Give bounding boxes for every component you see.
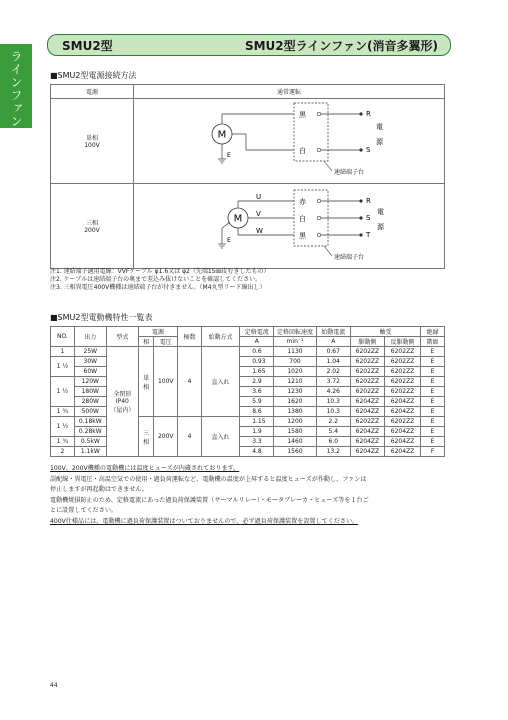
wire-red-label: 赤 [299,198,306,206]
cell-output: 0.5kW [74,437,106,447]
phase-v: V [256,210,261,218]
terminal-r: R [366,110,371,118]
wire-black-label-3ph: 黒 [299,232,306,240]
cell-output: 120W [74,377,106,387]
note-3: 注3. 三相異電圧400V機種は速結端子台が付きません。（M4丸型リード線出し） [50,284,266,291]
th-unit-a2: A [316,337,350,347]
cell-current: 1.65 [240,367,274,377]
cell-class: E [421,407,445,417]
cell-class: E [421,357,445,367]
cell-speed: 700 [274,357,316,367]
th-insulation: 絶縁 [421,327,445,337]
phase-u: U [256,193,262,201]
cell-speed: 1230 [274,387,316,397]
terminal-r-3ph: R [366,197,371,205]
cell-nondrive: 6202ZZ [384,417,420,427]
section1-title: ■SMU2型電源接続方法 [50,71,137,80]
cell-nondrive: 6202ZZ [384,387,420,397]
terminal-block-label: 速結端子台 [334,169,365,176]
phase-w: W [256,227,263,235]
cell-nondrive: 6202ZZ [384,367,420,377]
cell-speed: 1460 [274,437,316,447]
cell-no: 1 ¾ [51,437,75,447]
side-tab-label: ラインファン [9,50,23,128]
motor-label: M [217,129,227,141]
cell-output: 180W [74,387,106,397]
cell-drive: 6202ZZ [350,377,384,387]
cell-start-2: 直入れ [201,417,239,457]
page-number: 44 [50,682,58,689]
type-line-3: （屋内） [110,407,135,414]
terminal-block-label-3ph: 速結端子台 [334,254,365,261]
cell-current: 5.9 [240,397,274,407]
cell-drive: 6204ZZ [350,407,384,417]
cell-output: 1.1kW [74,447,106,457]
power-label-3ph-1: 電 [377,208,384,216]
th-unit-rpm: min⁻¹ [274,337,316,347]
terminal-s-3ph: S [366,214,371,222]
description-line-5: とに設置してください。 [50,507,118,514]
cell-no: 1 ½ [51,417,75,437]
th-output: 出力 [74,327,106,347]
cell-current: 3.6 [240,387,274,397]
cell-class: F [421,447,445,457]
power-label-1: 電 [376,123,383,131]
cell-class: E [421,427,445,437]
earth-label-3ph: E [227,237,231,244]
th-rated-speed: 定格回転速度 [274,327,316,337]
cell-nondrive: 6204ZZ [384,447,420,457]
cell-current: 4.8 [240,447,274,457]
three-phase-label-2: 200V [84,227,100,234]
three-phase-diagram [134,184,448,266]
cell-phase-single [138,347,154,417]
cell-start-current: 10.3 [316,407,350,417]
cell-drive: 6204ZZ [350,427,384,437]
note-2: 注2. ケーブルは速結端子台の奥まで差込み抜けないことを確認してください。 [50,276,262,283]
cell-current: 8.6 [240,407,274,417]
description-line-6: 400V仕様品には、電動機に過負荷保護装置はついておりませんので、必ず過負荷保護装置を設置してください。 [50,517,359,525]
cell-poles-2: 4 [178,417,202,457]
cell-no: 1 ½ [51,357,75,377]
type-line-1: 全閉形 [113,391,132,398]
th-bearing: 軸受 [350,327,420,337]
terminal-t-3ph: T [366,231,371,239]
cell-speed: 1210 [274,377,316,387]
th-start: 始動方式 [201,327,239,347]
motor-label-3ph: M [233,213,243,225]
table-row [51,347,445,357]
cell-output: 280W [74,397,106,407]
cell-start-current: 6.0 [316,437,350,447]
cell-class: E [421,377,445,387]
header-title: SMU2型ラインファン(消音多翼形) [244,39,438,53]
phase-single-2: 相 [143,383,150,391]
three-phase-label [51,184,134,269]
th-start-current: 始動電流 [316,327,350,337]
cell-start-current: 10.3 [316,397,350,407]
cell-nondrive: 6204ZZ [384,427,420,437]
cell-speed: 1130 [274,347,316,357]
cell-current: 1.15 [240,417,274,427]
terminal-s: S [366,146,371,154]
cell-start-current: 3.72 [316,377,350,387]
cell-poles-1: 4 [178,347,202,417]
cell-drive: 6204ZZ [350,447,384,457]
cell-no: 1 ¾ [51,407,75,417]
cell-current: 0.93 [240,357,274,367]
th-nondrive: 反駆動側 [384,337,420,347]
cell-current: 1.9 [240,427,274,437]
header-model: SMU2型 [62,39,113,53]
cell-nondrive: 6202ZZ [384,377,420,387]
cell-start-current: 2.2 [316,417,350,427]
cell-volt-200: 200V [154,417,178,457]
wire-white-label-3ph: 白 [299,215,306,223]
cell-speed: 1380 [274,407,316,417]
col-power: 電源 [51,85,134,99]
th-type: 型式 [106,327,138,347]
cell-type [106,347,138,457]
single-phase-label-2: 100V [84,142,100,149]
cell-class: E [421,387,445,397]
note-1: 注1. 速結端子適用電線：VVFケーブル φ1.6又は φ2（先端15㎜皮むきしたもの） [50,268,270,275]
cell-drive: 6202ZZ [350,347,384,357]
single-phase-label-1: 単相 [85,135,98,142]
description [50,464,452,527]
cell-drive: 6202ZZ [350,357,384,367]
cell-speed: 1560 [274,447,316,457]
cell-drive: 6202ZZ [350,367,384,377]
type-line-2: IP40 [115,398,129,405]
cell-start-current: 0.67 [316,347,350,357]
description-line-2: 誤配線・異電圧・高温空気での使用・過負荷運転など、電動機の温度が上昇すると温度ヒューズが作動し、ファンは [50,475,367,483]
three-phase-diagram-cell [134,184,445,269]
cell-output: 0.28kW [74,427,106,437]
power-label-3ph-2: 源 [377,223,384,231]
th-no: NO. [51,327,75,347]
th-unit-a1: A [240,337,274,347]
spec-table [50,326,445,457]
th-phase: 相 [138,337,154,347]
cell-drive: 6202ZZ [350,417,384,427]
cell-no: 1 ½ [51,377,75,407]
th-class: 階級 [421,337,445,347]
col-run: 通常運転 [134,85,445,99]
cell-drive: 6202ZZ [350,387,384,397]
phase-three-1: 三 [143,429,150,437]
cell-nondrive: 6204ZZ [384,437,420,447]
wire-white-label: 白 [299,147,306,155]
cell-volt-100: 100V [154,347,178,417]
phase-three-2: 相 [143,438,150,446]
cell-nondrive: 6202ZZ [384,347,420,357]
cell-start-current: 2.02 [316,367,350,377]
cell-class: E [421,347,445,357]
cell-current: 0.6 [240,347,274,357]
single-phase-label [51,99,134,184]
cell-speed: 1020 [274,367,316,377]
phase-single-1: 単 [143,374,150,382]
cell-nondrive: 6204ZZ [384,397,420,407]
page-header [47,34,451,56]
cell-start-current: 1.04 [316,357,350,367]
earth-label: E [227,152,231,159]
cell-output: 500W [74,407,106,417]
cell-output: 0.18kW [74,417,106,427]
cell-current: 3.3 [240,437,274,447]
th-power: 電源 [138,327,177,337]
cell-class: E [421,437,445,447]
th-rated-current: 定格電流 [240,327,274,337]
cell-drive: 6204ZZ [350,437,384,447]
cell-class: E [421,367,445,377]
th-poles: 極数 [178,327,202,347]
description-line-3: 停止しますが再起動はできません。 [50,486,148,493]
cell-start-current: 4.26 [316,387,350,397]
side-tab [0,44,32,128]
cell-speed: 1580 [274,427,316,437]
cell-nondrive: 6204ZZ [384,407,420,417]
notes [50,268,269,292]
power-label-2: 源 [376,138,383,146]
cell-output: 30W [74,357,106,367]
cell-class: E [421,417,445,427]
cell-start-current: 13.2 [316,447,350,457]
cell-start-1: 直入れ [201,347,239,417]
section2-title: ■SMU2型電動機特性一覧表 [50,313,153,322]
cell-output: 25W [74,347,106,357]
description-line-1: 100V、200V機種の電動機には温度ヒューズが内蔵されております。 [50,465,240,472]
cell-speed: 1200 [274,417,316,427]
single-phase-diagram-cell [134,99,445,184]
th-drive: 駆動側 [350,337,384,347]
cell-output: 60W [74,367,106,377]
description-line-4: 電動機焼損防止のため、定格電流にあった過負荷保護装置（サーマルリレー）・モータブレーカ・ヒューズ等を１台ご [50,496,369,504]
cell-start-current: 5.4 [316,427,350,437]
th-voltage: 電圧 [154,337,178,347]
cell-no: 1 [51,347,75,357]
cell-phase-three [138,417,154,457]
single-phase-diagram [134,99,448,181]
cell-speed: 1620 [274,397,316,407]
cell-no: 2 [51,447,75,457]
cell-nondrive: 6202ZZ [384,357,420,367]
three-phase-label-1: 三相 [85,220,98,227]
cell-drive: 6204ZZ [350,397,384,407]
wiring-table [50,84,445,269]
wire-black-label: 黒 [299,111,306,119]
cell-class: E [421,397,445,407]
cell-current: 2.9 [240,377,274,387]
